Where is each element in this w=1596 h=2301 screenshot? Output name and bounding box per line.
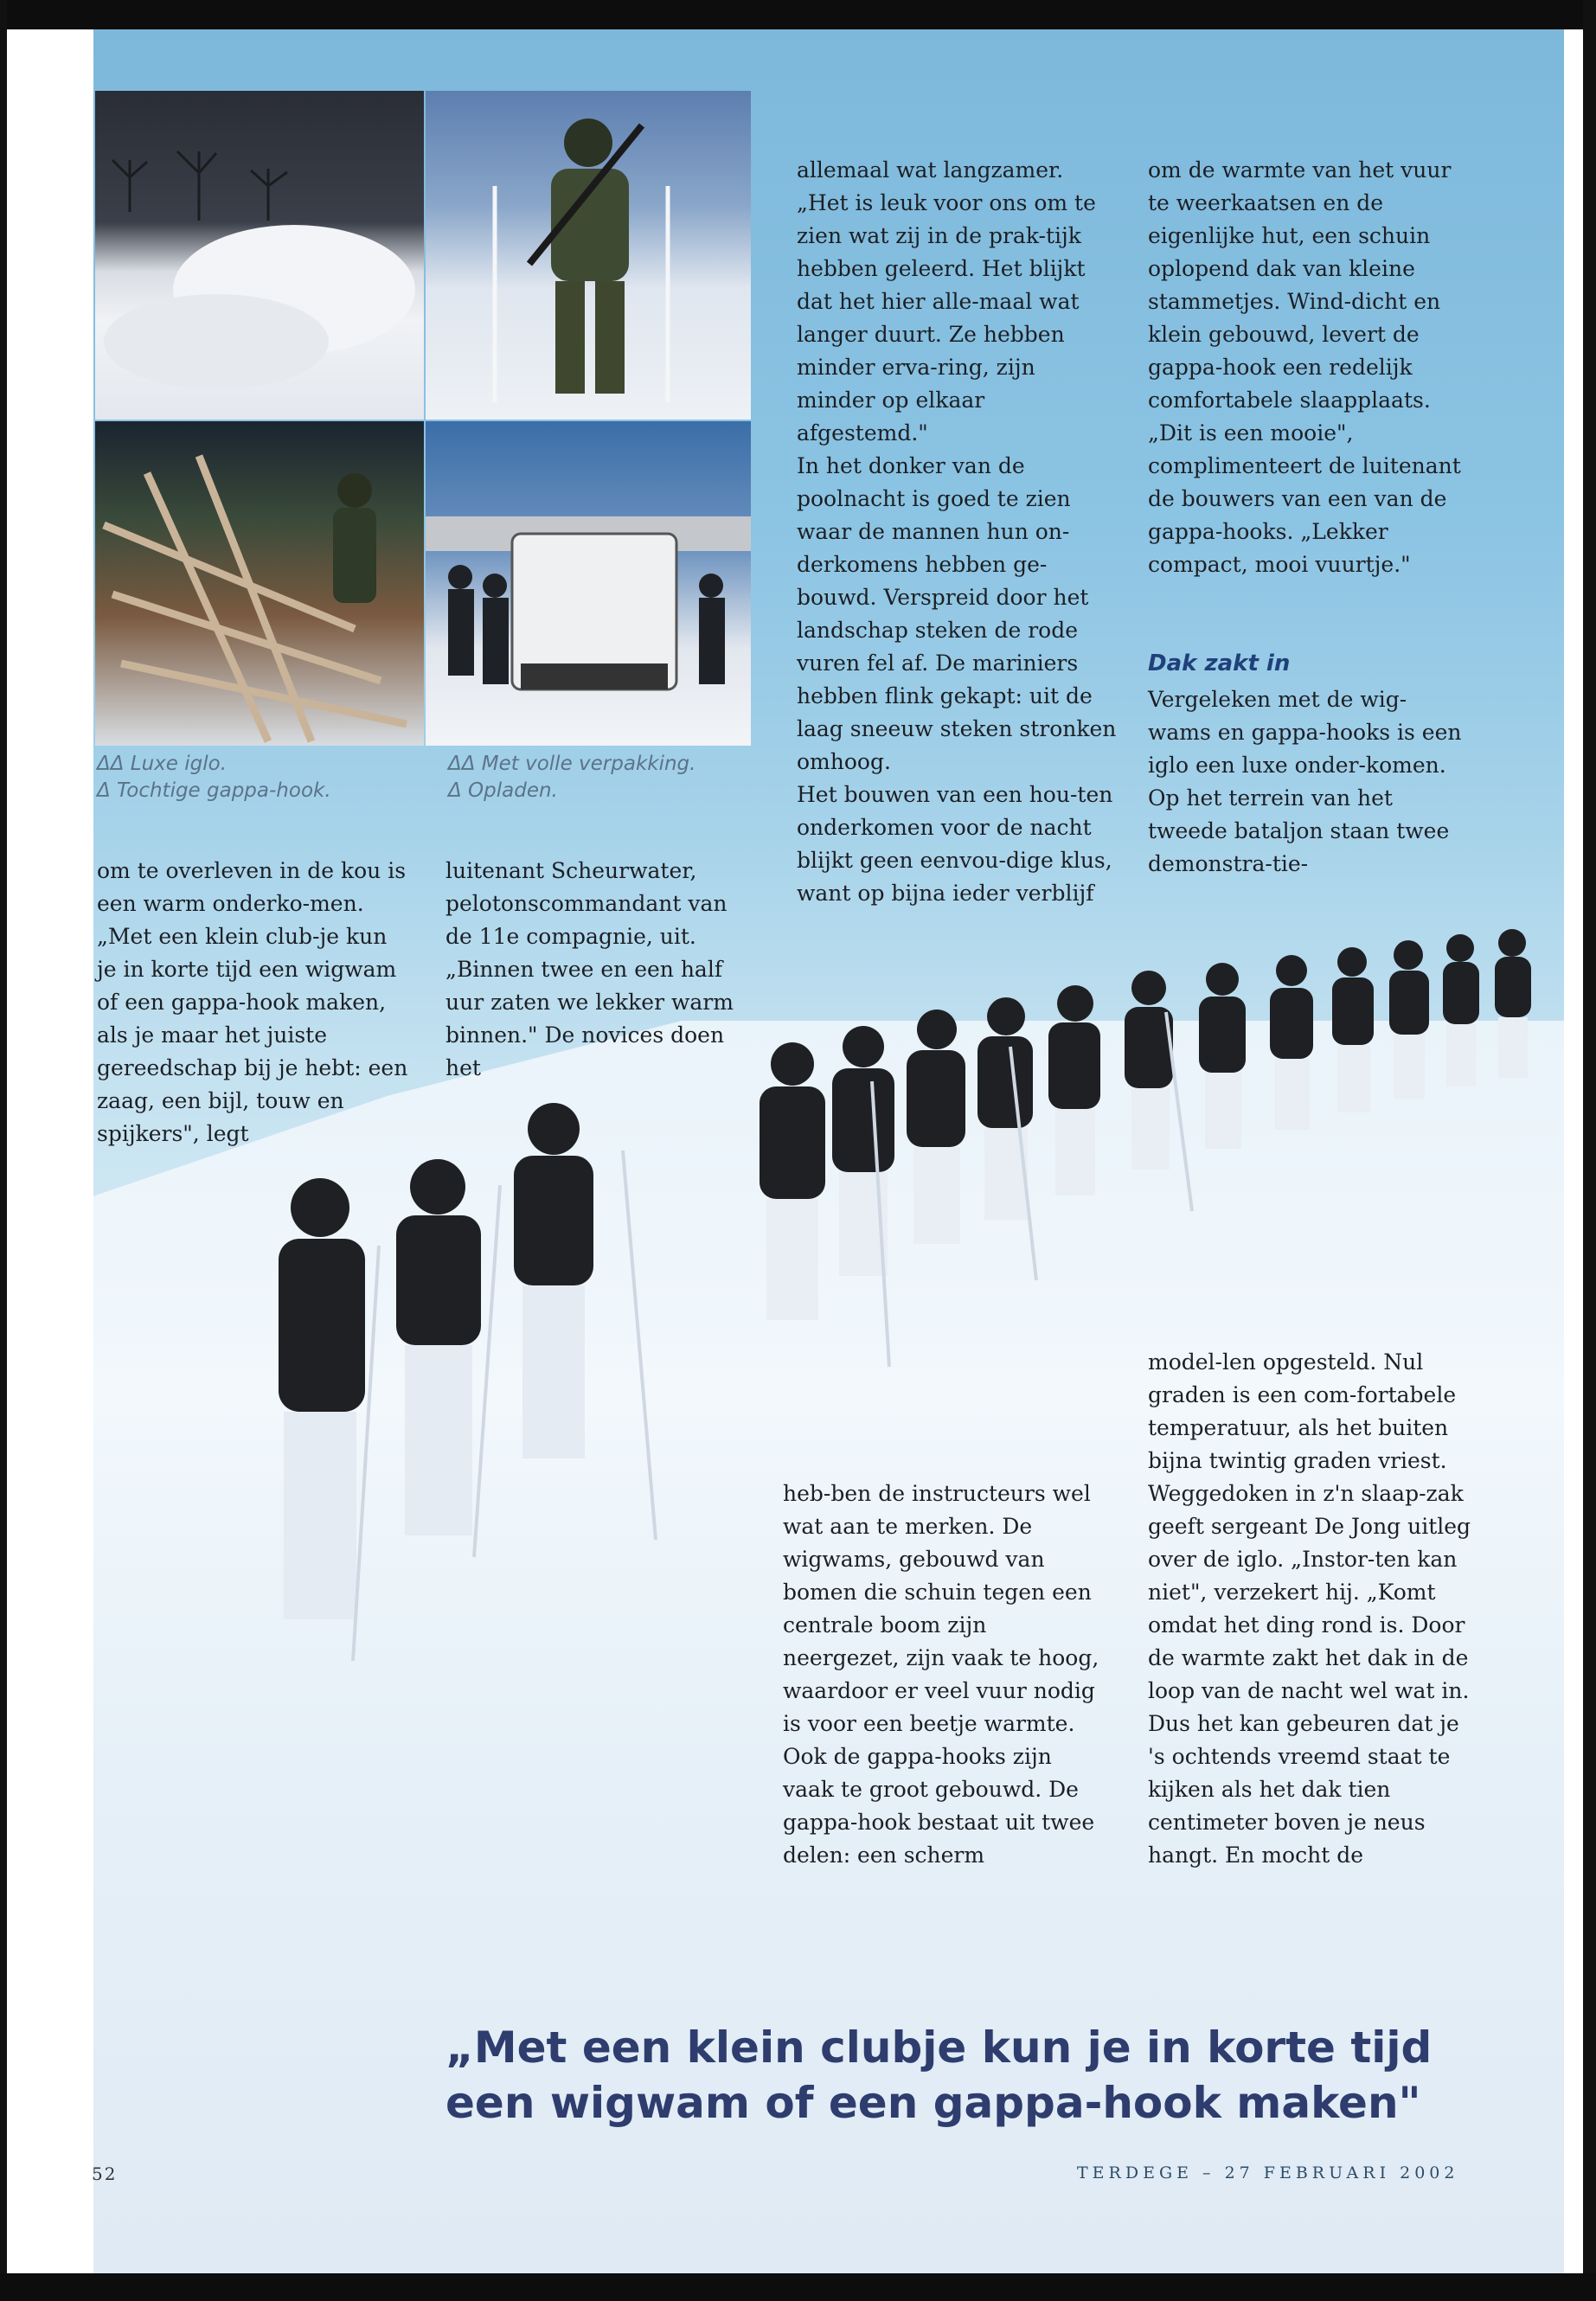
body-column-1: om te overleven in de kou is een warm onderko-men. „Met een klein club-je kun je in korte tijd een wigwam of een gappa-hook maken, als je maar het juiste gereedschap bij je hebt: een zaag, een bijl, touw en spijkers", legt — [97, 858, 408, 1146]
soldier-figure — [1332, 947, 1374, 1112]
soldier-figure — [760, 1042, 825, 1320]
body-column-3 — [797, 154, 1117, 910]
soldier-figure — [1199, 963, 1246, 1149]
body-column-4a: om de warmte van het vuur te weerkaatsen en de eigenlijke hut, een schuin oplopend dak van kleine stammetjes. Wind-dicht en klein gebouwd, levert de gappa-hook een redelijk comfortabele slaapplaats. „Dit is een mooie", complimenteert de luitenant de bouwers van een van de gappa-hooks. „Lekker compact, mooi vuurtje." — [1148, 157, 1461, 577]
soldier-figure — [1495, 929, 1531, 1078]
caption-loading: Δ Opladen. — [448, 779, 558, 802]
caption-igloo: ΔΔ Luxe iglo. — [97, 753, 228, 775]
section-subheading: Dak zakt in — [1148, 651, 1291, 676]
soldier-figure — [1048, 985, 1100, 1195]
caption-left — [97, 751, 417, 804]
caption-gappa-hook: Δ Tochtige gappa-hook. — [97, 779, 331, 802]
pull-quote-line: een wigwam of een gappa-hook maken" — [445, 2078, 1421, 2128]
paragraph: allemaal wat langzamer. „Het is leuk voor ons om te zien wat zij in de prak-tijk hebben geleerd. Het blijkt dat het hier alle-maal wat langer duurt. Ze hebben minder erva-ring, zijn minder op elkaar afgestemd." — [797, 157, 1096, 445]
soldier-figure — [1125, 971, 1173, 1170]
soldier-figure — [279, 1178, 365, 1619]
body-column-5: model-len opgesteld. Nul graden is een com-fortabele temperatuur, als het buiten bijna twintig graden vriest. Weggedoken in z'n slaap-zak geeft sergeant De Jong uitleg over de iglo. „Instor-ten kan niet", verzekert hij. „Komt omdat het ding rond is. Door de warmte zakt het dak in de loop van de nacht wel wat in. Dus het kan gebeuren dat je 's ochtends vreemd staat te kijken als het dak tien centimeter boven je neus hangt. En mocht de — [1148, 1349, 1471, 1868]
soldier-figure — [1389, 940, 1429, 1099]
body-column-6: heb-ben de instructeurs wel wat aan te merken. De wigwams, gebouwd van bomen die schuin tegen een centrale boom zijn neergezet, zijn vaak te hoog, waardoor er veel vuur nodig is voor een beetje warmte. Ook de gappa-hooks zijn vaak te groot gebouwd. De gappa-hook bestaat uit twee delen: een scherm — [783, 1481, 1099, 1868]
paragraph: Het bouwen van een hou-ten onderkomen voor de nacht blijkt geen eenvou-dige klus, want op bijna ieder verblijf — [797, 782, 1113, 906]
soldier-figure — [832, 1026, 894, 1276]
scan-border-left — [0, 0, 7, 2301]
pull-quote — [445, 2020, 1466, 2131]
pull-quote-line: „Met een klein clubje kun je in korte tijd — [445, 2022, 1433, 2073]
soldier-figure — [1443, 934, 1479, 1086]
soldier-figure — [1270, 955, 1313, 1130]
scan-border-top — [0, 0, 1596, 29]
photo-vehicle — [426, 421, 751, 746]
scan-border-bottom — [0, 2273, 1596, 2301]
body-column-2: luitenant Scheurwater, pelotonscommandant van de 11e compagnie, uit. „Binnen twee en een half uur zaten we lekker warm binnen." De novices doen het — [445, 858, 734, 1080]
photo-igloo — [95, 91, 424, 420]
photo-gappa-hook — [95, 421, 424, 746]
paragraph: In het donker van de poolnacht is goed te zien waar de mannen hun on-derkomens hebben ge-bouwd. Verspreid door het landschap steken de rode vuren fel af. De mariniers hebben flink gekapt: uit de laag sneeuw steken stronken omhoog. — [797, 453, 1117, 774]
soldier-figure — [396, 1159, 481, 1535]
soldier-figure — [514, 1103, 593, 1458]
scan-border-right — [1583, 0, 1596, 2301]
photo-soldier — [426, 91, 751, 420]
caption-right — [448, 751, 760, 804]
soldier-figure — [907, 1009, 965, 1244]
page-number: 52 — [92, 2163, 118, 2184]
publication-footer: TERDEGE – 27 FEBRUARI 2002 — [1077, 2163, 1459, 2182]
caption-full-pack: ΔΔ Met volle verpakking. — [448, 753, 696, 775]
body-column-4b: Vergeleken met de wig-wams en gappa-hooks is een iglo een luxe onder-komen. Op het terrein van het tweede bataljon staan twee demonstra-tie- — [1148, 687, 1462, 876]
